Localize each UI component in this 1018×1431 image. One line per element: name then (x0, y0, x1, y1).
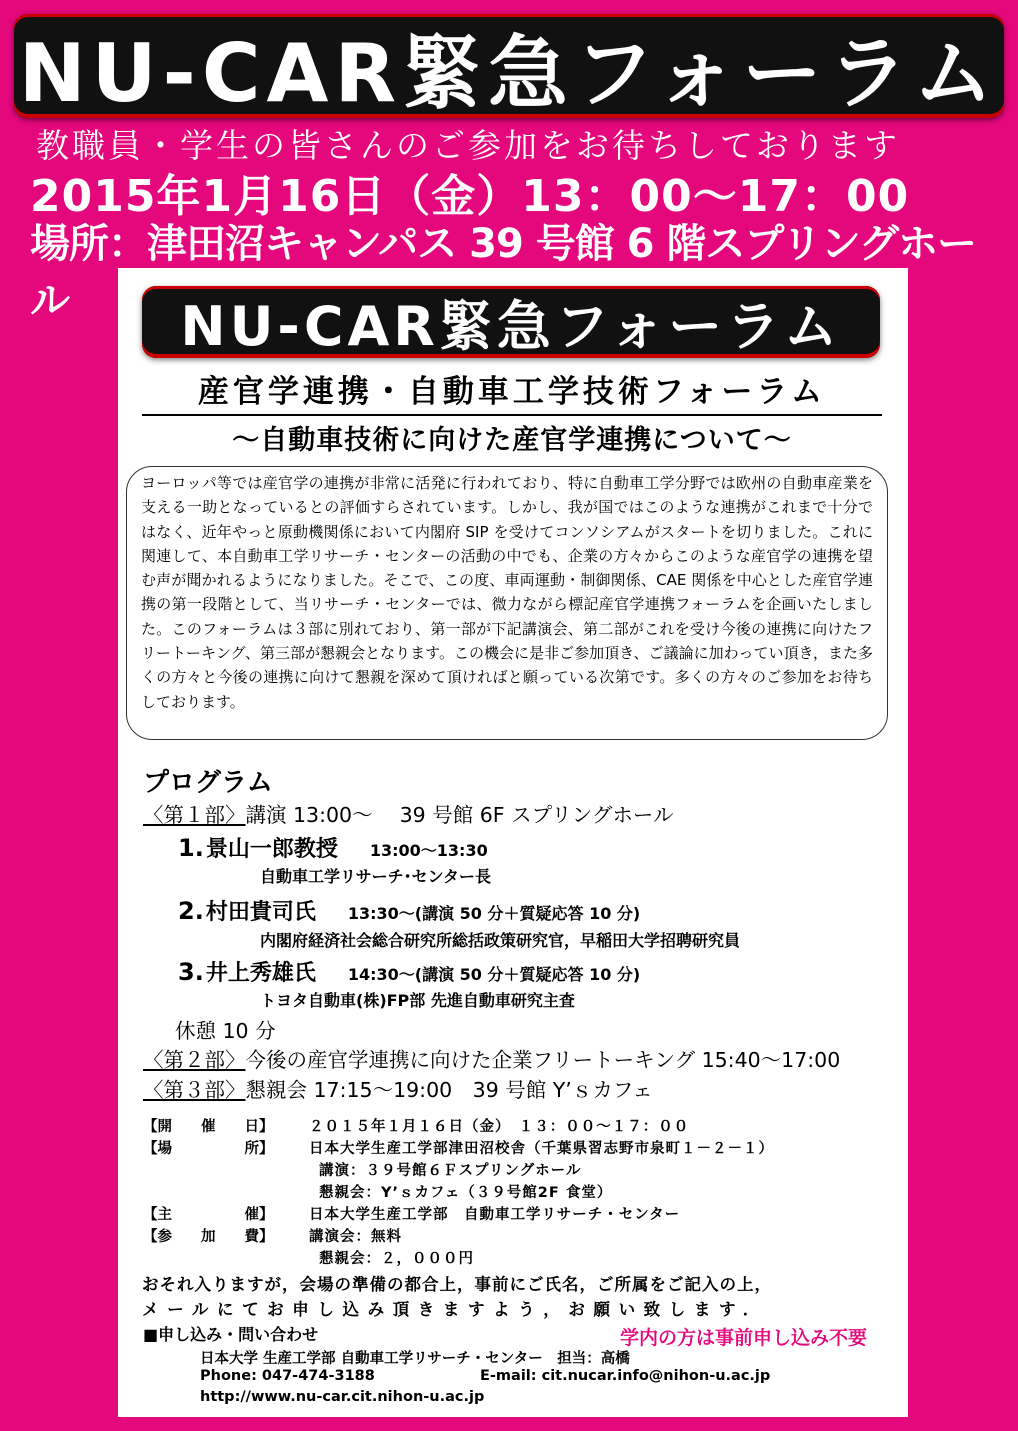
detail-date (143, 1115, 689, 1136)
speaker-number: 1. (178, 834, 204, 862)
part1-tag: 〈第１部〉 (143, 803, 246, 827)
forum-title: 産官学連携・自動車工学技術フォーラム (142, 366, 882, 416)
no-preregistration-note: 学内の方は事前申し込み不要 (620, 1327, 868, 1349)
program-part2 (143, 1043, 840, 1073)
speaker-name: 井上秀雄氏 (205, 961, 316, 986)
part1-text: 講演 13:00～ 39 号館 6F スプリングホール (245, 803, 674, 827)
speaker-affiliation: 内閣府経済社会総合研究所総括政策研究官，早稲田大学招聘研究員 (260, 931, 741, 950)
detail-label: 【参 加 費】 (143, 1229, 274, 1245)
speaker-affiliation: トヨタ自動車(株)FP部 先進自動車研究主査 (260, 991, 575, 1010)
speaker-row (178, 956, 640, 987)
contact-url[interactable]: http://www.nu-car.cit.nihon-u.ac.jp (200, 1389, 485, 1405)
detail-label: 【開 催 日】 (143, 1119, 274, 1135)
detail-value: 日本大学生産工学部 自動車工学リサーチ・センター (309, 1207, 681, 1223)
contact-email[interactable]: E-mail: cit.nucar.info@nihon-u.ac.jp (480, 1368, 771, 1384)
part3-text: 懇親会 17:15～19:00 39 号館 Y’ｓカフェ (245, 1078, 653, 1102)
contact-phone: Phone: 047-474-3188 (200, 1368, 375, 1384)
invitation-text: 教職員・学生の皆さんのご参加をお待ちしております (36, 126, 900, 165)
detail-host (143, 1203, 680, 1224)
speaker-number: 3. (178, 958, 204, 986)
program-part3 (143, 1073, 653, 1103)
detail-place-lecture: 講演：３９号館６Ｆスプリングホール (319, 1163, 582, 1179)
inner-banner-title: NU-CAR緊急フォーラム (142, 286, 880, 358)
detail-label: 【主 催】 (143, 1207, 274, 1223)
speaker-row (178, 895, 640, 926)
registration-note-2: メールにてお申し込み頂きますよう，お願い致します． (142, 1300, 768, 1319)
detail-fee (143, 1225, 402, 1246)
detail-label: 【場 所】 (143, 1141, 274, 1157)
detail-value: 日本大学生産工学部津田沼校舎（千葉県習志野市泉町１－２－１） (309, 1141, 774, 1157)
detail-fee-party: 懇親会：２，０００円 (319, 1251, 474, 1267)
forum-subtitle: ～自動車技術に向けた産官学連携について～ (232, 425, 792, 456)
detail-value: ２０１５年１月１６日（金） １３：００～１７：００ (309, 1119, 690, 1135)
part2-text: 今後の産官学連携に向けた企業フリートーキング 15:40～17:00 (245, 1048, 841, 1072)
speaker-row (178, 832, 488, 863)
detail-value: 講演会：無料 (309, 1229, 402, 1245)
speaker-number: 2. (178, 897, 204, 925)
program-part1 (143, 798, 673, 828)
speaker-time: 14:30～(講演 50 分＋質疑応答 10 分) (347, 965, 641, 984)
top-banner-title: NU-CAR緊急フォーラム (14, 14, 1004, 118)
intro-paragraph: ヨーロッパ等では産官学の連携が非常に活発に行われており、特に自動車工学分野では欧州の自動車産業を支える一助となっているとの評価すらされています。しかし、我が国ではこのような連携がこれまで十分ではなく、近年やっと原動機関係において内閣府 SIP を受けてコンソシアムがスタートを切りました。これに関連して、本自動車工学リサーチ・センターの活動の中でも、企業の方々からこのような産官学の連携を望む声が聞かれるようになりました。そこで、この度、車両運動・制御関係、CAE 関係を中心とした産官学連携の第一段階として、当リサーチ・センターでは、微力ながら標記産官学連携フォーラムを企画いたしました。このフォーラムは３部に別れており、第一部が下記講演会、第二部がこれを受け今後の連携に向けたフリートーキング、第三部が懇親会となります。この機会に是非ご参加頂き、ご議論に加わってい頂き，また多くの方々と今後の連携に向けて懇親を深めて頂ければと願っている次第です。多くの方々のご参加をお待ちしております。 (126, 466, 888, 740)
detail-place (143, 1137, 774, 1158)
speaker-name: 景山一郎教授 (205, 837, 338, 862)
registration-note-1: おそれ入りますが，会場の準備の都合上，事前にご氏名，ご所属をご記入の上， (142, 1275, 772, 1294)
contact-organization: 日本大学 生産工学部 自動車工学リサーチ・センター 担当：高橋 (200, 1351, 630, 1367)
event-place: 場所：津田沼キャンパス 39 号館 6 階スプリングホール (30, 221, 976, 324)
event-datetime: 2015年1月16日（金）13：00～17：00 (30, 171, 910, 222)
part2-tag: 〈第２部〉 (143, 1048, 246, 1072)
part3-tag: 〈第３部〉 (143, 1078, 246, 1102)
detail-place-party: 懇親会：Y’ｓカフェ（３９号館2F 食堂） (319, 1185, 613, 1201)
speaker-name: 村田貴司氏 (205, 900, 316, 925)
break-text: 休憩 10 分 (175, 1019, 276, 1043)
speaker-affiliation: 自動車工学リサーチ･センター長 (260, 867, 492, 886)
speaker-time: 13:30～(講演 50 分＋質疑応答 10 分) (347, 904, 641, 923)
speaker-time: 13:00～13:30 (369, 841, 488, 860)
contact-heading: ■申し込み・問い合わせ (143, 1325, 319, 1344)
program-title: プログラム (143, 768, 273, 798)
